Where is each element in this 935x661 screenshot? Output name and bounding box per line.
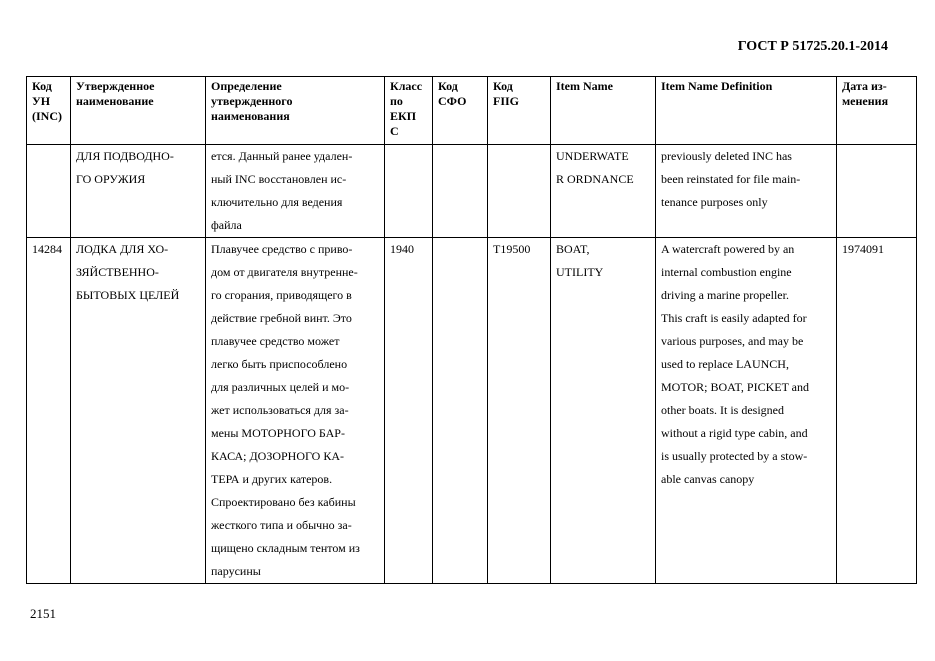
table.rows.1.definition-line: Плавучее средство с приво- [211, 242, 353, 256]
table.rows.1.definition-line: мены МОТОРНОГО БАР- [211, 426, 345, 440]
table.rows.0.definition-line: ключительно для ведения [211, 195, 343, 209]
table.headers.sfo_code-line: Код [438, 79, 458, 93]
table.rows.1.item_name_definition-line: MOTOR; BOAT, PICKET and [661, 380, 810, 394]
cell-item-name [551, 238, 656, 584]
table.headers.code_inc-line: УН [32, 94, 51, 108]
table.headers.ekps_class-line: С [390, 124, 399, 138]
header-item-name-definition [656, 77, 837, 145]
cell-approved-name [71, 145, 206, 238]
cell-sfo-code [433, 238, 488, 584]
table.rows.0.item_name-line: UNDERWATE [556, 149, 629, 163]
header-item-name [551, 77, 656, 145]
header-approved-name [71, 77, 206, 145]
table.rows.0.approved_name-line: ГО ОРУЖИЯ [76, 172, 146, 186]
table.rows.1.item_name_definition-line: able canvas canopy [661, 472, 755, 486]
cell-change-date [837, 238, 917, 584]
cell-approved-name [71, 238, 206, 584]
standard-header: ГОСТ Р 51725.20.1-2014 [737, 39, 888, 54]
table.headers.code_inc-line: (INC) [32, 109, 62, 123]
table.rows.1.definition-line: жет использоваться для за- [211, 403, 349, 417]
table.rows.0.item_name_definition-line: previously deleted INC has [661, 149, 792, 163]
table.rows.1.definition-line: парусины [211, 564, 261, 578]
table.rows.0.definition-line: файла [211, 218, 242, 232]
table.rows.1.change_date-line: 1974091 [842, 242, 884, 256]
table-row [27, 145, 917, 238]
table.rows.1.definition-line: для различных целей и мо- [211, 380, 350, 394]
cell-item-name [551, 145, 656, 238]
table.rows.0.approved_name-line: ДЛЯ ПОДВОДНО- [76, 149, 174, 163]
table.headers.ekps_class-line: ЕКП [390, 109, 417, 123]
table.rows.1.item_name_definition-line: without a rigid type cabin, and [661, 426, 808, 440]
cell-item-name-definition [656, 145, 837, 238]
cell-ekps-class [385, 145, 433, 238]
table.headers.definition-line: наименования [211, 109, 290, 123]
cell-sfo-code [433, 145, 488, 238]
header-definition [206, 77, 385, 145]
table.rows.1.item_name_definition-line: driving a marine propeller. [661, 288, 789, 302]
table.rows.1.definition-line: Спроектировано без кабины [211, 495, 356, 509]
table.rows.1.definition-line: жесткого типа и обычно за- [211, 518, 352, 532]
table.rows.1.ekps_class-line: 1940 [390, 242, 414, 256]
page-number: 2151 [30, 606, 56, 621]
table.rows.1.definition-line: действие гребной винт. Это [211, 311, 352, 325]
table.rows.0.item_name_definition-line: been reinstated for file main- [661, 172, 801, 186]
table-row [27, 238, 917, 584]
table.rows.0.definition-line: ный INC восстановлен ис- [211, 172, 347, 186]
table.headers.change_date-line: Дата из- [842, 79, 887, 93]
table.rows.0.item_name-line: R ORDNANCE [556, 172, 634, 186]
table.headers.code_inc-line: Код [32, 79, 52, 93]
table.rows.1.item_name_definition-line: internal combustion engine [661, 265, 792, 279]
table.rows.1.code_inc-line: 14284 [32, 242, 62, 256]
cell-definition [206, 145, 385, 238]
cell-code-inc [27, 238, 71, 584]
table.headers.definition-line: Определение [211, 79, 282, 93]
table.rows.1.item_name-line: UTILITY [556, 265, 604, 279]
table.headers.ekps_class-line: Класс [390, 79, 423, 93]
table.headers.sfo_code-line: СФО [438, 94, 467, 108]
table.rows.1.approved_name-line: ЗЯЙСТВЕННО- [76, 265, 159, 279]
table.rows.1.definition-line: го сгорания, приводящего в [211, 288, 352, 302]
cell-definition [206, 238, 385, 584]
header-change-date [837, 77, 917, 145]
cell-ekps-class [385, 238, 433, 584]
table.rows.1.definition-line: ТЕРА и других катеров. [211, 472, 333, 486]
table.headers.item_name_definition-line: Item Name Definition [661, 79, 773, 93]
table.rows.1.item_name_definition-line: is usually protected by a stow- [661, 449, 808, 463]
table.rows.1.definition-line: легко быть приспособлено [211, 357, 348, 371]
header-sfo-code [433, 77, 488, 145]
header-code-inc [27, 77, 71, 145]
table.headers.definition-line: утвержденного [211, 94, 293, 108]
cell-code-inc [27, 145, 71, 238]
table.rows.1.fiig_code-line: T19500 [493, 242, 531, 256]
table.headers.fiig_code-line: Код [493, 79, 513, 93]
table.rows.1.definition-line: дом от двигателя внутренне- [211, 265, 358, 279]
cell-item-name-definition [656, 238, 837, 584]
table.rows.1.approved_name-line: БЫТОВЫХ ЦЕЛЕЙ [76, 288, 180, 302]
table.rows.1.item_name_definition-line: other boats. It is designed [661, 403, 784, 417]
table.rows.0.definition-line: ется. Данный ранее удален- [211, 149, 353, 163]
header-fiig-code [488, 77, 551, 145]
table.headers.approved_name-line: наименование [76, 94, 154, 108]
table.rows.0.item_name_definition-line: tenance purposes only [661, 195, 768, 209]
header-ekps-class [385, 77, 433, 145]
nomenclature-table [26, 76, 917, 584]
cell-fiig-code [488, 145, 551, 238]
cell-fiig-code [488, 238, 551, 584]
table.rows.1.definition-line: щищено складным тентом из [211, 541, 360, 555]
cell-change-date [837, 145, 917, 238]
table.rows.1.item_name_definition-line: various purposes, and may be [661, 334, 804, 348]
table.rows.1.definition-line: плавучее средство может [211, 334, 340, 348]
table.headers.ekps_class-line: по [390, 94, 403, 108]
table-header-row [27, 77, 917, 145]
table.headers.item_name-line: Item Name [556, 79, 613, 93]
table.rows.1.item_name_definition-line: used to replace LAUNCH, [661, 357, 789, 371]
table.rows.1.item_name_definition-line: This craft is easily adapted for [661, 311, 807, 325]
table.rows.1.item_name-line: BOAT, [556, 242, 590, 256]
table.headers.fiig_code-line: FIIG [493, 94, 520, 108]
table.headers.approved_name-line: Утвержденное [76, 79, 155, 93]
table.rows.1.item_name_definition-line: A watercraft powered by an [661, 242, 795, 256]
table.rows.1.approved_name-line: ЛОДКА ДЛЯ ХО- [76, 242, 169, 256]
table.rows.1.definition-line: КАСА; ДОЗОРНОГО КА- [211, 449, 344, 463]
table.headers.change_date-line: менения [842, 94, 889, 108]
